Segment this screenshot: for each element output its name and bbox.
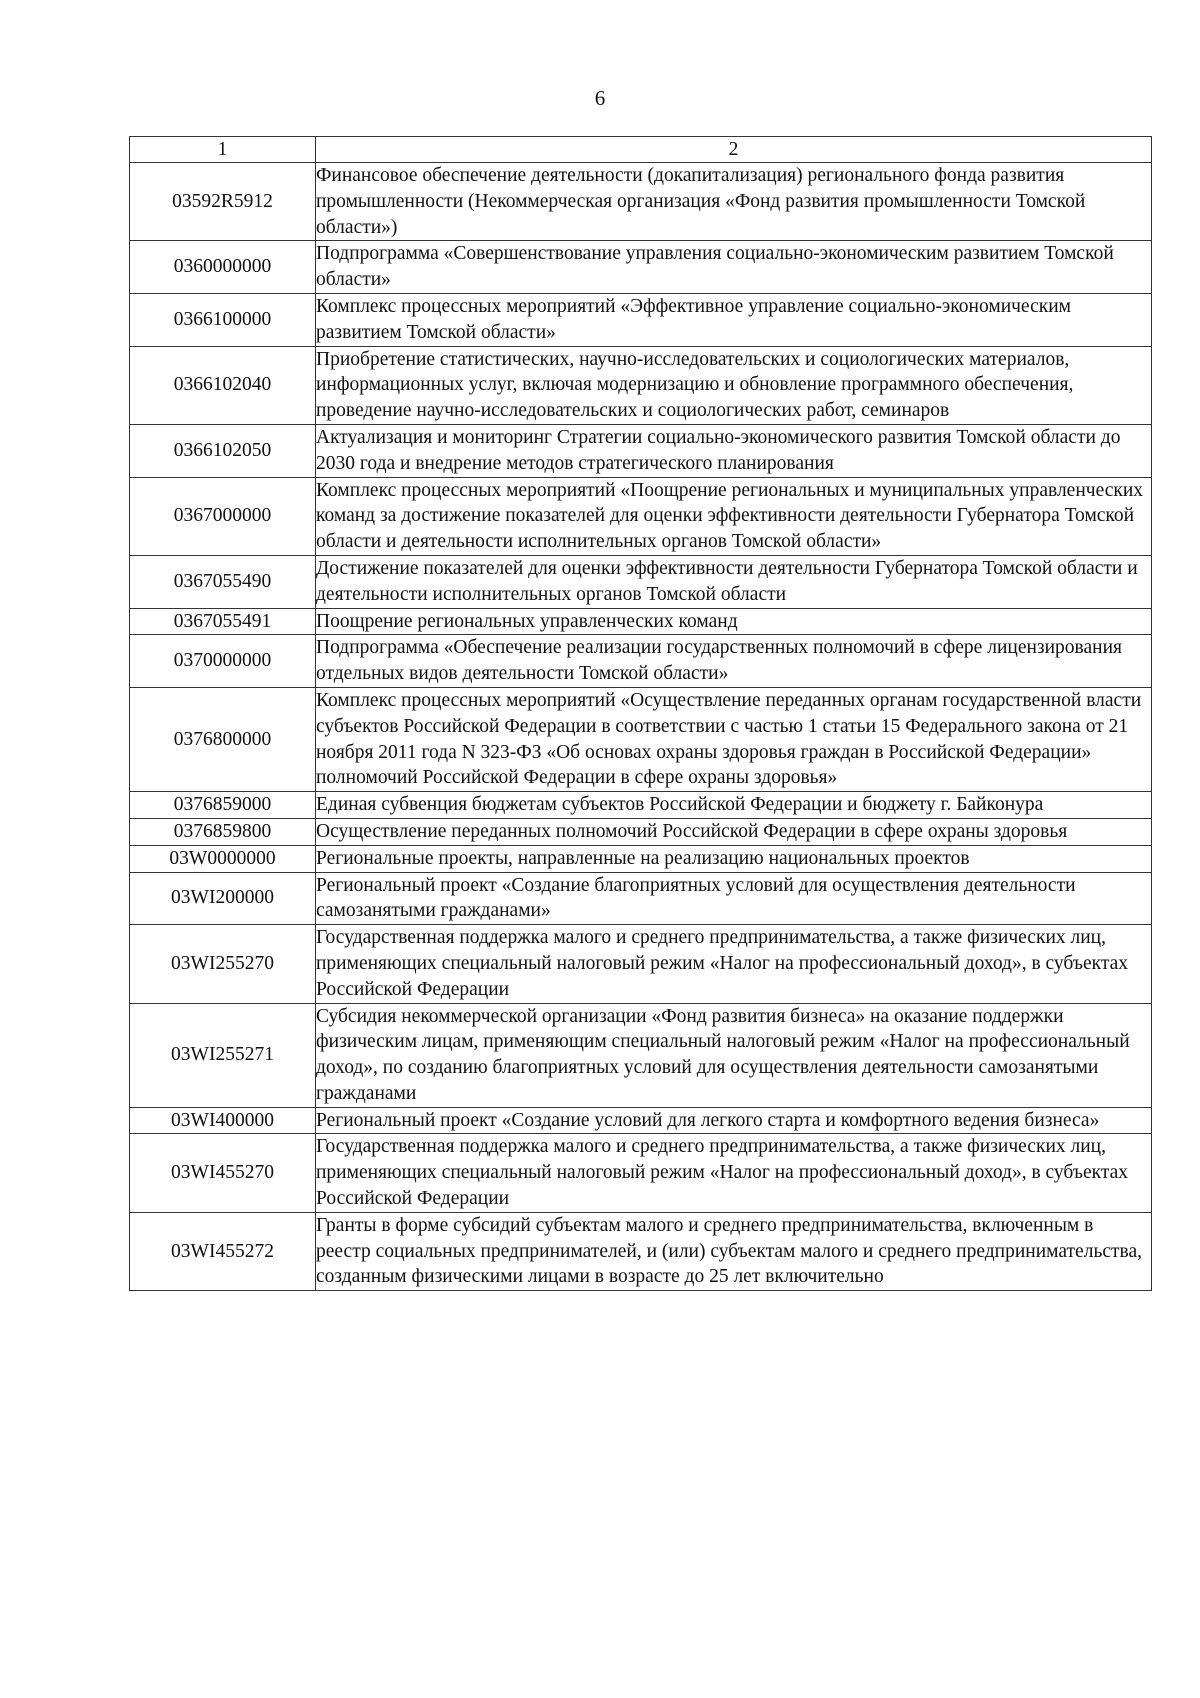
table-row [130,635,1152,688]
row-name-cell: Подпрограмма «Совершенствование управления социально-экономическим развитием Томской области» [316,241,1152,294]
page-number: 6 [594,86,606,110]
column-header-code: 1 [130,137,316,163]
row-name-cell: Достижение показателей для оценки эффективности деятельности Губернатора Томской области и деятельности исполнительных органов Томской области [316,555,1152,608]
table-row [130,872,1152,925]
table-row [130,792,1152,819]
column-header-name: 2 [316,137,1152,163]
row-code-cell: 0376800000 [130,687,316,791]
table-row [130,477,1152,555]
row-name-cell: Комплекс процессных мероприятий «Поощрение региональных и муниципальных управленческих команд за достижение показателей для оценки эффективности деятельности Губернатора Томской области и деятельности исполнительных органов Томской области» [316,477,1152,555]
row-code-cell: 0370000000 [130,635,316,688]
row-name-cell: Государственная поддержка малого и среднего предпринимательства, а также физических лиц, применяющих специальный налоговый режим «Налог на профессиональный доход», в субъектах Российской Федерации [316,1134,1152,1212]
table-row [130,687,1152,791]
table-row [130,925,1152,1003]
row-code-cell: 0367055491 [130,608,316,635]
row-code-cell: 03W0000000 [130,845,316,872]
table-row [130,346,1152,424]
row-code-cell: 03WI255271 [130,1003,316,1107]
row-code-cell: 0367000000 [130,477,316,555]
row-name-cell: Поощрение региональных управленческих команд [316,608,1152,635]
table-row [130,608,1152,635]
row-name-cell: Субсидия некоммерческой организации «Фонд развития бизнеса» на оказание поддержки физическим лицам, применяющим специальный налоговый режим «Налог на профессиональный доход», по созданию благоприятных условий для осуществления деятельности самозанятыми гражданами [316,1003,1152,1107]
row-name-cell: Приобретение статистических, научно-исследовательских и социологических материалов, информационных услуг, включая модернизацию и обновление программного обеспечения, проведение научно-исследовательских и социологических работ, семинаров [316,346,1152,424]
table-row [130,845,1152,872]
table-row [130,1003,1152,1107]
table-body [130,163,1152,1291]
table-row [130,555,1152,608]
row-code-cell: 0376859800 [130,818,316,845]
table-row [130,293,1152,346]
row-name-cell: Комплекс процессных мероприятий «Эффективное управление социально-экономическим развитием Томской области» [316,293,1152,346]
row-code-cell: 03WI455270 [130,1134,316,1212]
row-name-cell: Единая субвенция бюджетам субъектов Российской Федерации и бюджету г. Байконура [316,792,1152,819]
table-header-row [130,137,1152,163]
row-code-cell: 03WI455272 [130,1212,316,1290]
row-code-cell: 03WI400000 [130,1107,316,1134]
table-row [130,1107,1152,1134]
row-name-cell: Региональные проекты, направленные на реализацию национальных проектов [316,845,1152,872]
table-row [130,241,1152,294]
row-code-cell: 0366100000 [130,293,316,346]
table-row [130,424,1152,477]
table-row [130,1212,1152,1290]
row-name-cell: Комплекс процессных мероприятий «Осуществление переданных органам государственной власти субъектов Российской Федерации в соответствии с частью 1 статьи 15 Федерального закона от 21 ноября 2011 года N 323-ФЗ «Об основах охраны здоровья граждан в Российской Федерации» полномочий Российской Федерации в сфере охраны здоровья» [316,687,1152,791]
row-name-cell: Подпрограмма «Обеспечение реализации государственных полномочий в сфере лицензирования отдельных видов деятельности Томской области» [316,635,1152,688]
row-code-cell: 0367055490 [130,555,316,608]
row-name-cell: Гранты в форме субсидий субъектам малого и среднего предпринимательства, включенным в реестр социальных предпринимателей, и (или) субъектам малого и среднего предпринимательства, созданным физическими лицами в возрасте до 25 лет включительно [316,1212,1152,1290]
row-name-cell: Государственная поддержка малого и среднего предпринимательства, а также физических лиц, применяющих специальный налоговый режим «Налог на профессиональный доход», в субъектах Российской Федерации [316,925,1152,1003]
row-name-cell: Осуществление переданных полномочий Российской Федерации в сфере охраны здоровья [316,818,1152,845]
table-row [130,818,1152,845]
budget-classification-table [129,136,1152,1291]
row-code-cell: 0366102050 [130,424,316,477]
row-code-cell: 0360000000 [130,241,316,294]
row-name-cell: Финансовое обеспечение деятельности (докапитализация) регионального фонда развития промышленности (Некоммерческая организация «Фонд развития промышленности Томской области») [316,163,1152,241]
row-code-cell: 03WI200000 [130,872,316,925]
row-code-cell: 0376859000 [130,792,316,819]
row-code-cell: 0366102040 [130,346,316,424]
row-code-cell: 03WI255270 [130,925,316,1003]
row-name-cell: Региональный проект «Создание условий для легкого старта и комфортного ведения бизнеса» [316,1107,1152,1134]
row-name-cell: Актуализация и мониторинг Стратегии социально-экономического развития Томской области до 2030 года и внедрение методов стратегического планирования [316,424,1152,477]
row-name-cell: Региональный проект «Создание благоприятных условий для осуществления деятельности самозанятыми гражданами» [316,872,1152,925]
table-row [130,1134,1152,1212]
row-code-cell: 03592R5912 [130,163,316,241]
table-row [130,163,1152,241]
